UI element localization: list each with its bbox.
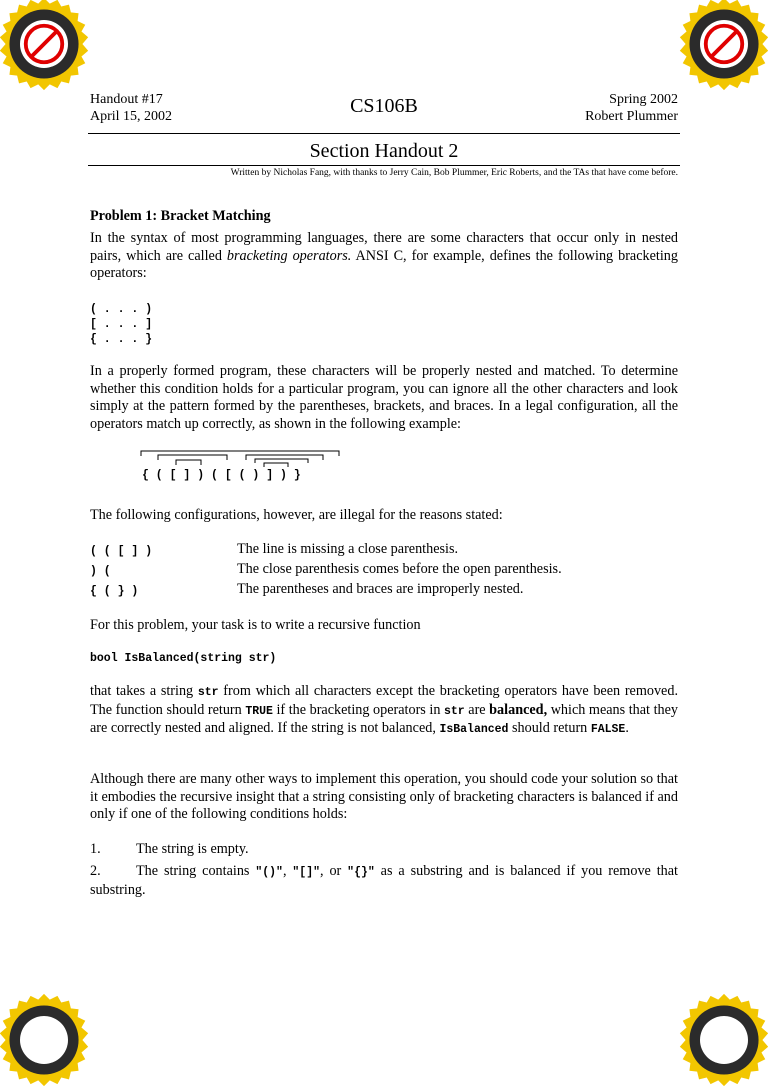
nesting-brackets-diagram <box>138 446 348 468</box>
operator-list <box>90 302 152 347</box>
illegal-code: ( ( [ ] ) <box>90 545 153 558</box>
operator-item: [ . . . ] <box>90 318 153 331</box>
condition-item: 2. The string contains "()", "[]", or "{}" as a substring and is balanced if you remove that substring. <box>90 863 678 898</box>
condition-text: The string is empty. <box>136 841 249 857</box>
table-row <box>90 581 562 601</box>
nesting-paragraph: In a properly formed program, these characters will be properly nested and matched. To determine whether this condition holds for a particular program, you can ignore all the other characters and look simply at the pattern formed by the parentheses, brackets, and braces. In a legal configuration, all the operators match up correctly, as shown in the following example: <box>90 363 678 432</box>
problem-heading: Problem 1: Bracket Matching <box>90 208 271 224</box>
author: Robert Plummer <box>585 109 678 124</box>
illegal-code: { ( } ) <box>90 585 139 598</box>
illegal-table <box>90 541 562 601</box>
pdf-xchange-badge-icon[interactable] <box>0 0 92 92</box>
operator-item: ( . . . ) <box>90 303 153 316</box>
function-signature: bool IsBalanced(string str) <box>90 652 277 665</box>
pdf-xchange-badge-icon[interactable] <box>676 0 768 92</box>
bracket-square-2 <box>255 459 308 463</box>
bracket-paren-3 <box>264 463 288 467</box>
illegal-intro: The following configurations, however, are illegal for the reasons stated: <box>90 507 503 523</box>
illegal-reason: The close parenthesis comes before the open parenthesis. <box>237 561 562 577</box>
operator-item: { . . . } <box>90 333 153 346</box>
intro-paragraph: In the syntax of most programming languages, there are some characters that occur only in nested pairs, which are called bracketing operators. ANSI C, for example, defines the following bracketing operators: <box>90 230 678 282</box>
illegal-reason: The line is missing a close parenthesis. <box>237 541 459 557</box>
header-rule-top <box>88 133 680 134</box>
section-title: Section Handout 2 <box>309 140 459 162</box>
nesting-diagram <box>138 446 348 483</box>
course-title: CS106B <box>350 95 418 117</box>
header-rule-bottom <box>88 165 680 166</box>
condition-item <box>90 841 678 859</box>
example-expression: { ( [ ] ) ( [ ( ) ] ) } <box>142 469 301 482</box>
bracket-paren-1 <box>158 455 227 460</box>
illegal-code: ) ( <box>90 565 111 578</box>
pdf-xchange-badge-icon[interactable] <box>676 992 768 1088</box>
illegal-reason: The parentheses and braces are improperly nested. <box>237 581 524 597</box>
condition-number: 1. <box>90 841 101 857</box>
handout-number: Handout #17 <box>90 92 163 107</box>
bracket-square-1 <box>176 460 201 465</box>
task-paragraph: For this problem, your task is to write a recursive function <box>90 617 421 633</box>
description-paragraph: that takes a string str from which all characters except the bracketing operators have been removed. The function should return TRUE if the bracketing operators in str are balanced, which means that they are correctly nested and aligned. If the string is not balanced, IsBalanced should return FALSE. <box>90 683 678 737</box>
condition-number: 2. <box>90 863 101 879</box>
pdf-xchange-badge-icon[interactable] <box>0 992 92 1088</box>
table-row <box>90 541 562 561</box>
byline: Written by Nicholas Fang, with thanks to Jerry Cain, Bob Plummer, Eric Roberts, and the TAs that have come before. <box>230 168 678 178</box>
table-row <box>90 561 562 581</box>
handout-date: April 15, 2002 <box>90 109 173 124</box>
recursive-insight-paragraph: Although there are many other ways to implement this operation, you should code your solution so that it embodies the recursive insight that a string consisting only of bracketing characters is balanced if and only if one of the following conditions holds: <box>90 771 678 823</box>
term: Spring 2002 <box>609 92 678 107</box>
